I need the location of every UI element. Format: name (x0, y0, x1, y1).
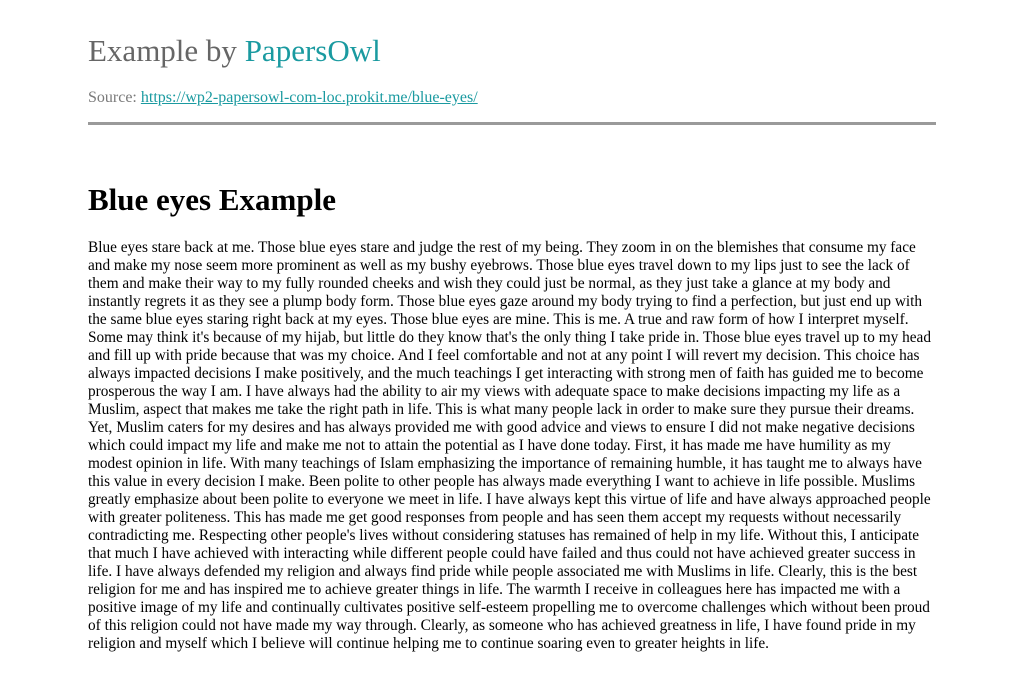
header-divider (88, 122, 936, 125)
source-line (88, 88, 478, 108)
brand-name: PapersOwl (244, 33, 381, 68)
header-prefix: Example by (88, 33, 245, 68)
source-label: Source: (88, 89, 141, 106)
document-body: Blue eyes stare back at me. Those blue eyes stare and judge the rest of my being. They zoom in on the blemishes that consume my face and make my nose seem more prominent as well as my bushy eyebrows. Those blue eyes travel down to my lips just to see the lack of them and make their way to my fully rounded cheeks and wish they could just be normal, as they just take a glance at my body and instantly regrets it as they see a plump body form. Those blue eyes gaze around my body trying to find a perfection, but just end up with the same blue eyes staring right back at my eyes. Those blue eyes are mine. This is me. A true and raw form of how I interpret myself. Some may think it's because of my hijab, but little do they know that's the only thing I take pride in. Those blue eyes travel up to my head and fill up with pride because that was my choice. And I feel comfortable and not at any point I will revert my decision. This choice has always impacted decisions I make positively, and the much teachings I get interacting with strong men of faith has guided me to become prosperous the way I am. I have always had the ability to air my views with adequate space to make decisions impacting my life as a Muslim, aspect that makes me take the right path in life. This is what many people lack in order to make sure they pursue their dreams. Yet, Muslim caters for my desires and has always provided me with good advice and views to ensure I did not make negative decisions which could impact my life and make me not to attain the potential as I have done today. First, it has made me have humility as my modest opinion in life. With many teachings of Islam emphasizing the importance of remaining humble, it has taught me to always have this value in every decision I make. Been polite to other people has always made everything I want to achieve in life possible. Muslims greatly emphasize about been polite to everyone we meet in life. I have always kept this virtue of life and have always approached people with greater politeness. This has made me get good responses from people and has seen them accept my requests without necessarily contradicting me. Respecting other people's lives without considering statuses has remained of help in my life. Without this, I anticipate that much I have achieved with interacting while different people could have failed and thus could not have achieved greater success in life. I have always defended my religion and always find pride while people associated me with Muslims in life. Clearly, this is the best religion for me and has inspired me to achieve greater things in life. The warmth I receive in colleagues here has impacted me with a positive image of my life and continually cultivates positive self-esteem propelling me to overcome challenges which without been proud of this religion could not have made my way through. Clearly, as someone who has achieved greatness in life, I have found pride in my religion and myself which I believe will continue helping me to continue soaring even to greater heights in life. (88, 239, 931, 652)
site-header (88, 31, 381, 71)
document-title: Blue eyes Example (88, 182, 336, 217)
source-link[interactable]: https://wp2-papersowl-com-loc.prokit.me/blue-eyes/ (140, 89, 478, 106)
